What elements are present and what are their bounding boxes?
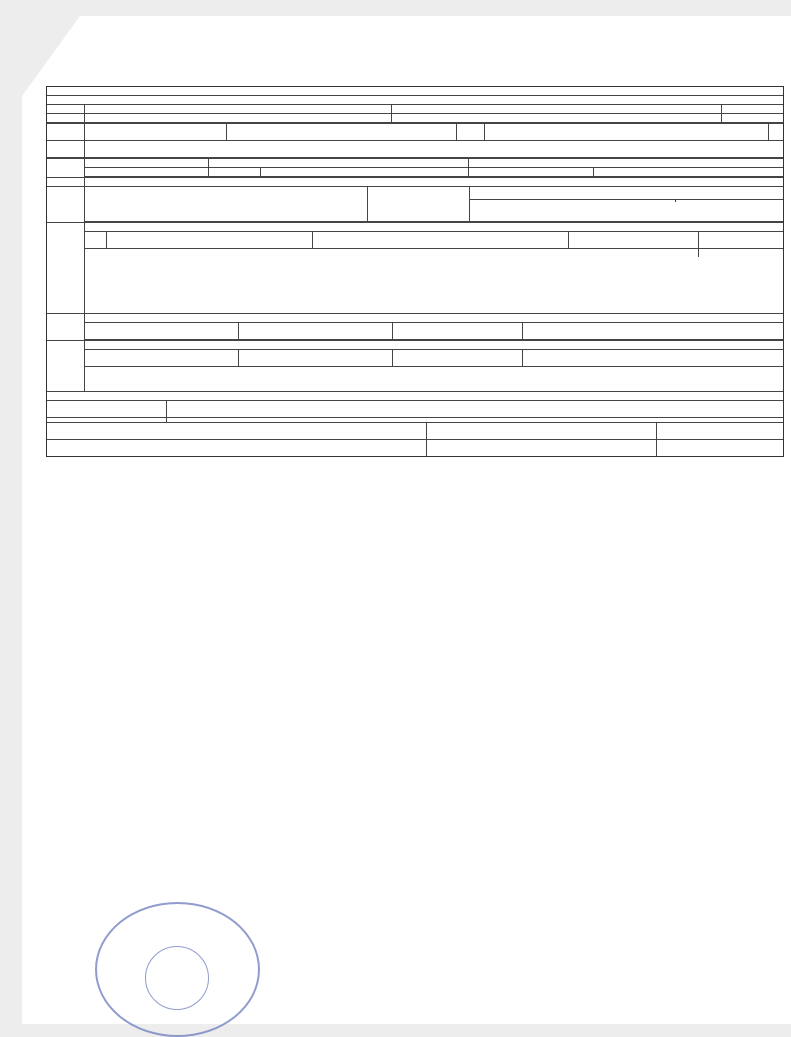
total-pd-head (699, 232, 783, 248)
production-label (47, 187, 85, 222)
total-head-2 (594, 168, 783, 176)
signatures-title (47, 392, 783, 400)
work-type-head (107, 232, 313, 248)
technician-label (167, 401, 783, 417)
diff-number-head (239, 350, 393, 366)
region-path (85, 105, 392, 113)
plantable-label (227, 124, 457, 140)
survival-label (47, 159, 85, 177)
easy-tree-head (85, 323, 239, 339)
seedling-easy-table (85, 314, 783, 340)
easy-cost-head (393, 323, 523, 339)
target2-label (469, 159, 783, 167)
pd-ha-head (569, 232, 699, 248)
plot-label (722, 114, 783, 122)
submitted-label (47, 423, 427, 439)
kebele-name (392, 105, 722, 113)
labor-total-value (699, 249, 783, 257)
management-plan-form (46, 86, 784, 457)
money-head (676, 200, 783, 202)
archive-date-label (427, 440, 657, 456)
gross-site-value (85, 124, 227, 140)
nha-head-2 (469, 168, 594, 176)
code2 (47, 114, 85, 122)
owner-signature-list (167, 418, 783, 422)
kebele-label (392, 114, 722, 122)
diff-cost-head (393, 350, 523, 366)
production-table (85, 187, 783, 222)
easy-number-head (239, 323, 393, 339)
site-class-label (485, 124, 769, 140)
survival-type-head (85, 159, 209, 167)
approved-label (427, 423, 657, 439)
target1-label (209, 159, 469, 167)
wood-head (470, 200, 676, 202)
archived-label (47, 440, 427, 456)
labor-title (85, 223, 783, 231)
form-title (47, 96, 783, 104)
diff-total-head (523, 350, 783, 366)
project-title (47, 87, 783, 95)
site-class-value (769, 124, 783, 140)
annual-head (368, 187, 470, 221)
location-value (85, 141, 783, 157)
labor-label (47, 223, 85, 313)
stamp-emblem (145, 946, 209, 1010)
diff-tree-head (85, 350, 239, 366)
location-label (47, 141, 85, 157)
total-production-head (470, 187, 783, 199)
plot-code (47, 105, 85, 113)
plantable-value (457, 124, 485, 140)
seedling-easy-title (85, 314, 783, 322)
region-label (85, 114, 392, 122)
gross-site-label (47, 124, 85, 140)
species-head (85, 187, 368, 221)
date-label (47, 401, 167, 417)
nha-head-1 (209, 168, 261, 176)
seedling-difficult-title (85, 341, 783, 349)
total-head-1 (261, 168, 469, 176)
easy-total-head (523, 323, 783, 339)
official-stamp (95, 902, 260, 1037)
yn-head (85, 232, 107, 248)
seedling-difficult-table (85, 341, 783, 391)
survival-table (85, 159, 783, 177)
production-note (85, 178, 783, 186)
labor-total-label (85, 249, 699, 257)
difficulty-head (313, 232, 569, 248)
plot-number (722, 105, 783, 113)
owners-signature-label (47, 418, 167, 422)
labor-table (85, 223, 783, 313)
investment-label (47, 341, 85, 391)
